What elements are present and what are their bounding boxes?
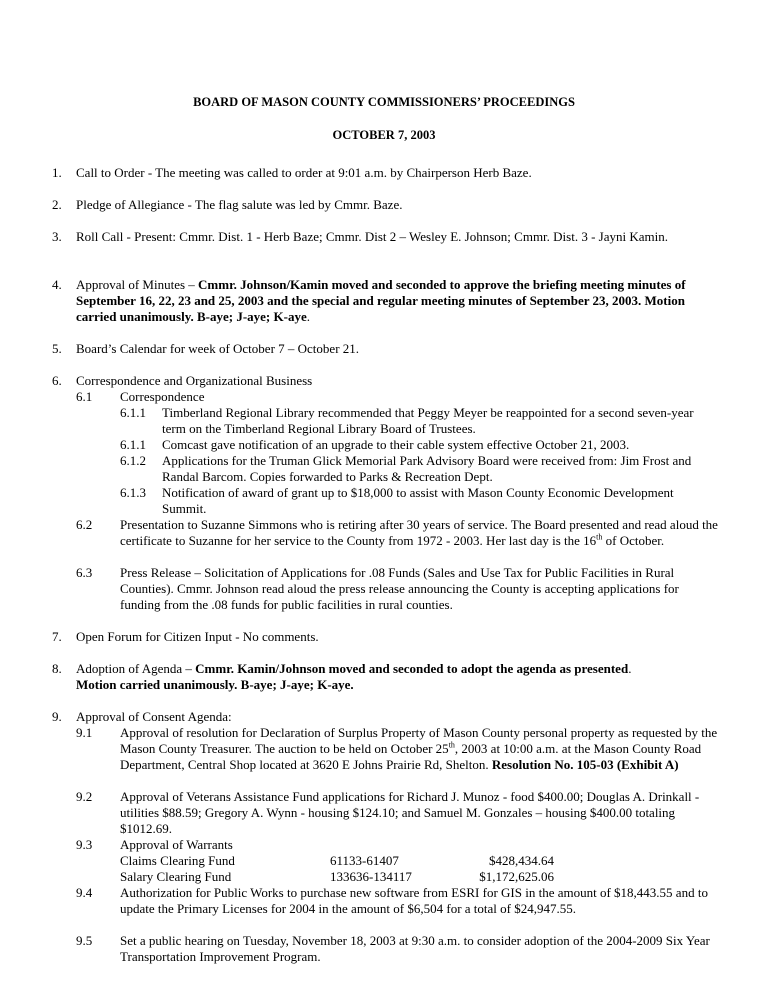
- warrant-amount: $1,172,625.06: [479, 869, 554, 884]
- warrant-range: 133636-134117: [330, 869, 412, 884]
- subitem-text: Applications for the Truman Glick Memorial Park Advisory Board were received from: Jim Frost and Randal Barcom. Copies forwarded to Parks & Recreation Dept.: [162, 453, 692, 484]
- warrant-fund: Salary Clearing Fund: [120, 869, 232, 884]
- item-consent-agenda: [52, 709, 720, 725]
- subitem-number: 6.3: [76, 565, 93, 580]
- correspondence-item: [120, 485, 720, 517]
- subitem-text: Approval of Warrants: [120, 837, 233, 852]
- resolution-reference: Resolution No. 105-03 (Exhibit A): [491, 757, 679, 772]
- subitem-number: 6.1: [76, 389, 93, 404]
- subitem-6-2: [76, 517, 720, 549]
- meeting-date: OCTOBER 7, 2003: [332, 128, 436, 142]
- correspondence-item: [120, 453, 720, 485]
- warrant-row: [120, 869, 720, 885]
- subitem-9-2: [76, 789, 720, 837]
- item-text: Open Forum for Citizen Input - No comments.: [76, 629, 319, 644]
- subitem-text: Timberland Regional Library recommended that Peggy Meyer be reappointed for a second seven-year term on the Timberland Regional Library Board of Trustees.: [162, 405, 694, 436]
- item-text: Call to Order - The meeting was called to order at 9:01 a.m. by Chairperson Herb Baze.: [76, 165, 532, 180]
- warrant-range: 61133-61407: [330, 853, 399, 868]
- subitem-text: Presentation to Suzanne Simmons who is retiring after 30 years of service. The Board presented and read aloud the certificate to Suzanne for her service to the County from 1972 - 2003. Her last day is the 16th of October.: [120, 517, 718, 548]
- subitem-number: 9.2: [76, 789, 93, 804]
- subitem-text: Correspondence: [120, 389, 205, 404]
- item-approval-of-minutes: [52, 277, 720, 325]
- subitem-text: Approval of resolution for Declaration of Surplus Property of Mason County personal property as requested by the Mason County Treasurer. The auction to be held on October 25th, 2003 at 10:00 a.m. at the Mason County Road Department, Central Shop located at 3620 E Johns Prairie Rd, Shelton. Resolution No. 105-03 (Exhibit A): [120, 725, 718, 772]
- item-text: Board’s Calendar for week of October 7 – October 21.: [76, 341, 360, 356]
- item-number: 2.: [52, 197, 62, 212]
- subitem-number: 9.3: [76, 837, 93, 852]
- item-text: Approval of Minutes – Cmmr. Johnson/Kamin moved and seconded to approve the briefing meeting minutes of September 16, 22, 23 and 25, 2003 and the special and regular meeting minutes of September 23, 2003. Motion carried unanimously. B-aye; J-aye; K-aye.: [76, 277, 686, 324]
- subitem-9-1: [76, 725, 720, 773]
- subitem-9-5: [76, 933, 720, 965]
- subitem-text: Comcast gave notification of an upgrade to their cable system effective October 21, 2003.: [162, 437, 630, 452]
- item-call-to-order: [52, 165, 720, 181]
- item-text: Pledge of Allegiance - The flag salute was led by Cmmr. Baze.: [76, 197, 403, 212]
- subitem-text: Authorization for Public Works to purchase new software from ESRI for GIS in the amount of $18,443.55 and to update the Primary Licenses for 2004 in the amount of $6,504 for a total of $24,947.55.: [120, 885, 708, 916]
- correspondence-item: [120, 405, 720, 437]
- item-text: Correspondence and Organizational Business: [76, 373, 313, 388]
- subitem-text: Press Release – Solicitation of Applications for .08 Funds (Sales and Use Tax for Public Facilities in Rural Counties). Cmmr. Johnson read aloud the press release announcing the County is accepting applications for funding from the .08 funds for public facilities in rural counties.: [120, 565, 679, 612]
- subitem-6-1: [76, 389, 720, 405]
- item-adoption-of-agenda: [52, 661, 720, 693]
- subitem-number: 9.4: [76, 885, 93, 900]
- motion-text: Cmmr. Kamin/Johnson moved and seconded to adopt the agenda as presented: [195, 661, 629, 676]
- subitem-number: 6.1.1: [120, 405, 146, 420]
- item-number: 4.: [52, 277, 62, 292]
- item-text: Approval of Consent Agenda:: [76, 709, 232, 724]
- subitem-number: 6.1.2: [120, 453, 146, 468]
- subitem-number: 9.5: [76, 933, 93, 948]
- item-roll-call: [52, 229, 720, 245]
- motion-result: Motion carried unanimously. B-aye; J-aye; K-aye.: [76, 677, 354, 692]
- subitem-text: Notification of award of grant up to $18,000 to assist with Mason County Economic Development Summit.: [162, 485, 674, 516]
- item-number: 6.: [52, 373, 62, 388]
- subitem-number: 6.1.1: [120, 437, 146, 452]
- item-text: Roll Call - Present: Cmmr. Dist. 1 - Herb Baze; Cmmr. Dist 2 – Wesley E. Johnson; Cmmr. Dist. 3 - Jayni Kamin.: [76, 229, 668, 244]
- document-title: BOARD OF MASON COUNTY COMMISSIONERS’ PROCEEDINGS: [193, 95, 575, 109]
- item-correspondence: [52, 373, 720, 389]
- subitem-number: 6.2: [76, 517, 93, 532]
- item-number: 9.: [52, 709, 62, 724]
- subitem-number: 9.1: [76, 725, 93, 740]
- subitem-9-3: [76, 837, 720, 853]
- item-number: 8.: [52, 661, 62, 676]
- subitem-6-3: [76, 565, 720, 613]
- subitem-9-4: [76, 885, 720, 917]
- motion-text: Cmmr. Johnson/Kamin moved and seconded to approve the briefing meeting minutes of September 16, 22, 23 and 25, 2003 and the special and regular meeting minutes of September 23, 2003. Motion carried unanimously. B-aye; J-aye; K-aye: [76, 277, 686, 324]
- item-open-forum: [52, 629, 720, 645]
- item-number: 1.: [52, 165, 62, 180]
- item-number: 7.: [52, 629, 62, 644]
- warrant-amount: $428,434.64: [489, 853, 554, 868]
- correspondence-item: [120, 437, 720, 453]
- item-number: 3.: [52, 229, 62, 244]
- item-number: 5.: [52, 341, 62, 356]
- warrant-fund: Claims Clearing Fund: [120, 853, 235, 868]
- item-pledge: [52, 197, 720, 213]
- warrant-row: [120, 853, 720, 869]
- subitem-text: Approval of Veterans Assistance Fund applications for Richard J. Munoz - food $400.00; Douglas A. Drinkall - utilities $88.59; Gregory A. Wynn - housing $124.10; and Samuel M. Gonzales – housing $400.00 totaling $1012.69.: [120, 789, 700, 836]
- item-text: Adoption of Agenda – Cmmr. Kamin/Johnson moved and seconded to adopt the agenda as presented. Motion carried unanimously. B-aye; J-aye; K-aye.: [76, 661, 632, 692]
- subitem-number: 6.1.3: [120, 485, 146, 500]
- item-boards-calendar: [52, 341, 720, 357]
- subitem-text: Set a public hearing on Tuesday, November 18, 2003 at 9:30 a.m. to consider adoption of the 2004-2009 Six Year Transportation Improvement Program.: [120, 933, 710, 964]
